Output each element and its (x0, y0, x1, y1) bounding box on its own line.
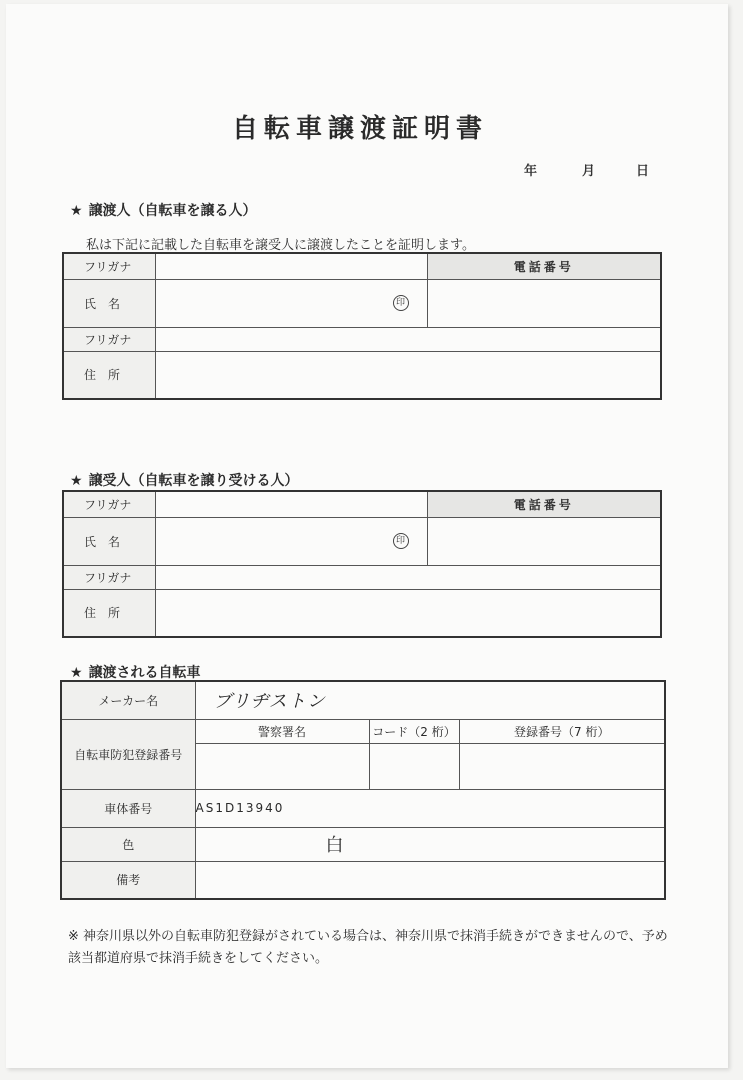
transferor-phone-label: 電話番号 (427, 253, 661, 279)
transferee-phone-label: 電話番号 (427, 491, 661, 517)
transferor-address-field[interactable] (155, 351, 661, 399)
transferor-statement: 私は下記に記載した自転車を譲受人に譲渡したことを証明します。 (86, 238, 475, 253)
transferee-form (62, 490, 662, 638)
star-icon: ★ (70, 665, 83, 681)
registration-number-label: 自転車防犯登録番号 (61, 719, 195, 789)
transferor-phone-field[interactable] (427, 279, 661, 327)
remarks-label: 備考 (61, 861, 195, 899)
transferor-furigana-label: フリガナ (63, 253, 155, 279)
maker-label: メーカー名 (61, 681, 195, 719)
document-title: 自転車譲渡証明書 (232, 114, 489, 144)
transferor-heading (70, 200, 257, 220)
seal-icon: 印 (393, 295, 409, 311)
transferor-name-field[interactable] (155, 279, 427, 327)
transferee-furigana-label: フリガナ (63, 491, 155, 517)
date-year-label: 年 (524, 164, 538, 179)
transferor-address-furigana-label: フリガナ (63, 327, 155, 351)
bicycle-heading (70, 662, 201, 682)
registration-7digit-field[interactable] (459, 743, 665, 789)
transferor-furigana-field[interactable] (155, 253, 427, 279)
transferee-phone-field[interactable] (427, 517, 661, 565)
seal-icon: 印 (393, 533, 409, 549)
maker-field[interactable]: ブリヂストン (195, 681, 665, 719)
color-field[interactable]: 白 (195, 827, 665, 861)
color-label: 色 (61, 827, 195, 861)
transferor-form (62, 252, 662, 400)
date-month-label: 月 (582, 164, 596, 179)
transferee-furigana-field[interactable] (155, 491, 427, 517)
transferor-heading-text: 譲渡人（自転車を譲る人） (88, 203, 257, 219)
transferee-heading (70, 470, 299, 490)
bicycle-heading-text: 譲渡される自転車 (88, 665, 201, 681)
bicycle-form (60, 680, 666, 900)
transferee-address-field[interactable] (155, 589, 661, 637)
registration-7digit-label: 登録番号（7 桁） (459, 719, 665, 743)
star-icon: ★ (70, 203, 83, 219)
code-label: コード（2 桁） (369, 719, 459, 743)
footnote: ※ 神奈川県以外の自転車防犯登録がされている場合は、神奈川県で抹消手続きができませんので、予め該当都道府県で抹消手続きをしてください。 (68, 929, 668, 966)
transferee-name-field[interactable] (155, 517, 427, 565)
transferee-address-furigana-field[interactable] (155, 565, 661, 589)
transferee-heading-text: 譲受人（自転車を譲り受ける人） (88, 473, 299, 489)
transferee-name-label: 氏 名 (63, 517, 155, 565)
frame-number-field[interactable]: AS1D13940 (195, 789, 665, 827)
transferor-address-label: 住 所 (63, 351, 155, 399)
transferor-name-label: 氏 名 (63, 279, 155, 327)
frame-number-label: 車体番号 (61, 789, 195, 827)
transferor-address-furigana-field[interactable] (155, 327, 661, 351)
transferee-address-label: 住 所 (63, 589, 155, 637)
remarks-field[interactable] (195, 861, 665, 899)
police-station-field[interactable] (195, 743, 369, 789)
police-station-label: 警察署名 (195, 719, 369, 743)
date-day-label: 日 (636, 164, 650, 179)
star-icon: ★ (70, 473, 83, 489)
code-field[interactable] (369, 743, 459, 789)
transferee-address-furigana-label: フリガナ (63, 565, 155, 589)
